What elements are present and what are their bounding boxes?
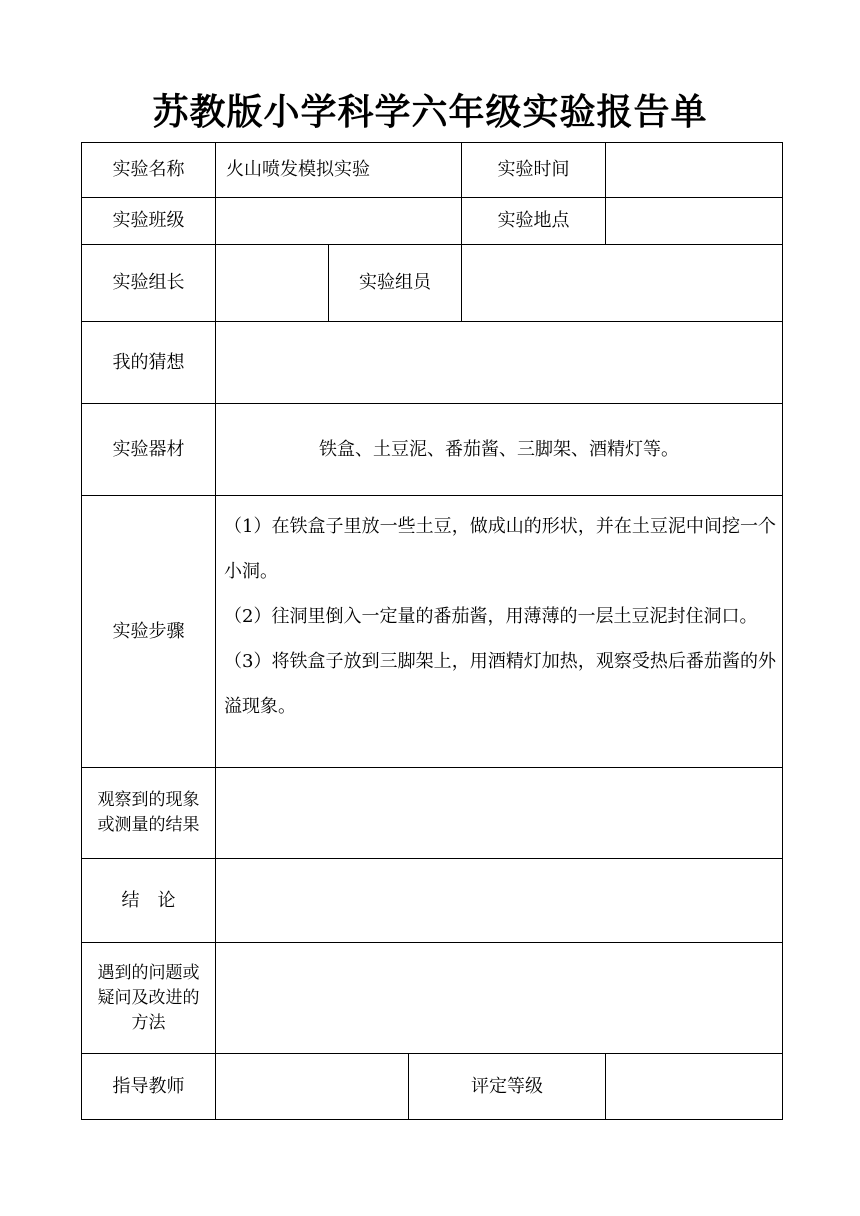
materials-label: 实验器材 bbox=[81, 403, 215, 495]
grade-value bbox=[605, 1053, 783, 1120]
time-label: 实验时间 bbox=[461, 142, 605, 197]
name-label: 实验名称 bbox=[81, 142, 215, 197]
teacher-label: 指导教师 bbox=[81, 1053, 215, 1120]
steps-content bbox=[215, 495, 783, 767]
grade-label: 评定等级 bbox=[408, 1053, 605, 1120]
leader-label: 实验组长 bbox=[81, 244, 215, 321]
page-title: 苏教版小学科学六年级实验报告单 bbox=[152, 91, 708, 133]
problems-label: 遇到的问题或疑问及改进的方法 bbox=[81, 942, 215, 1053]
conclusion-label: 结 论 bbox=[81, 858, 215, 942]
materials-value: 铁盒、土豆泥、番茄酱、三脚架、酒精灯等。 bbox=[215, 403, 783, 495]
observe-value bbox=[215, 767, 783, 858]
report-table bbox=[81, 142, 783, 1120]
leader-value bbox=[215, 244, 328, 321]
step-2: （2）往洞里倒入一定量的番茄酱，用薄薄的一层土豆泥封住洞口。 bbox=[224, 606, 758, 627]
place-label: 实验地点 bbox=[461, 197, 605, 244]
members-value bbox=[461, 244, 783, 321]
class-value bbox=[215, 197, 461, 244]
observe-label: 观察到的现象或测量的结果 bbox=[81, 767, 215, 858]
conclusion-value bbox=[215, 858, 783, 942]
members-label: 实验组员 bbox=[328, 244, 461, 321]
teacher-value bbox=[215, 1053, 408, 1120]
step-3: （3）将铁盒子放到三脚架上，用酒精灯加热，观察受热后番茄酱的外溢现象。 bbox=[224, 651, 776, 717]
guess-value bbox=[215, 321, 783, 403]
steps-label: 实验步骤 bbox=[81, 495, 215, 767]
class-label: 实验班级 bbox=[81, 197, 215, 244]
step-1: （1）在铁盒子里放一些土豆，做成山的形状，并在土豆泥中间挖一个小洞。 bbox=[224, 516, 776, 582]
time-value bbox=[605, 142, 783, 197]
problems-value bbox=[215, 942, 783, 1053]
guess-label: 我的猜想 bbox=[81, 321, 215, 403]
name-value: 火山喷发模拟实验 bbox=[215, 142, 461, 197]
place-value bbox=[605, 197, 783, 244]
